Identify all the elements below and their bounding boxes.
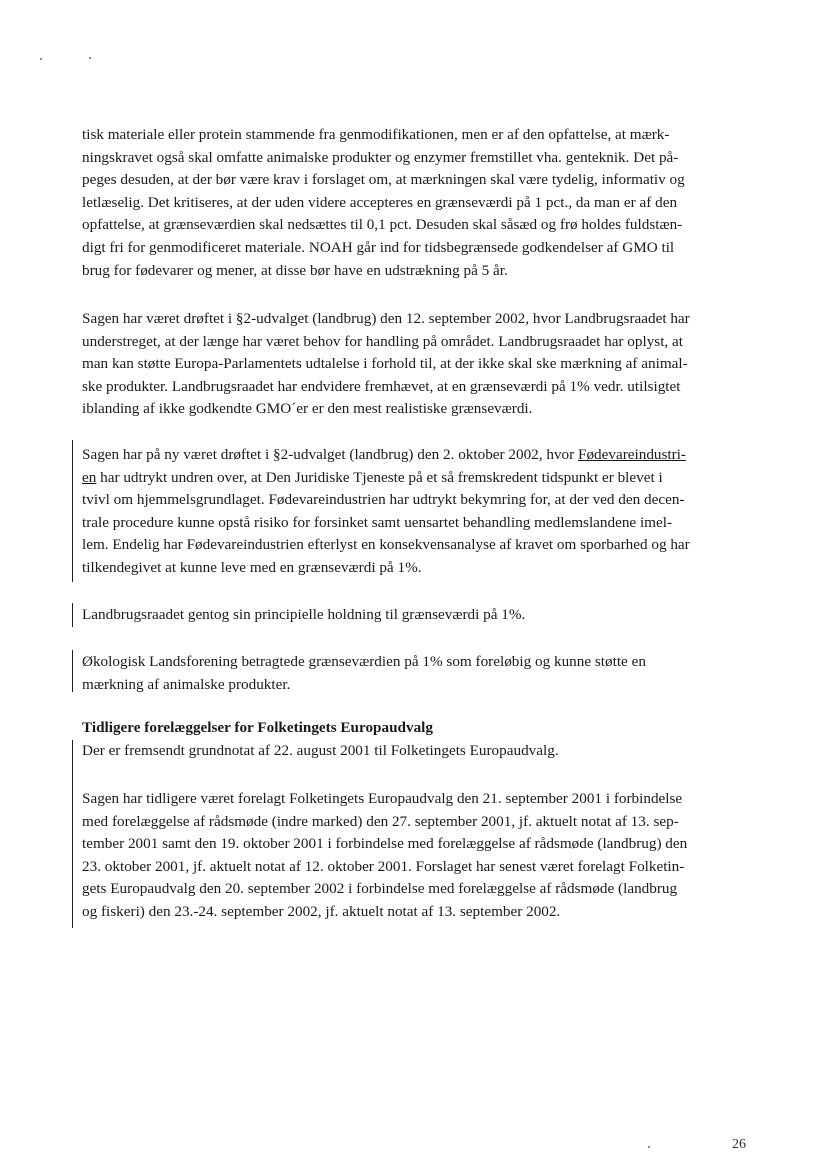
text-line: man kan støtte Europa-Parlamentets udtalelse i forhold til, at der ikke skal ske mærkning af animal- <box>82 355 688 373</box>
text-line: brug for fødevarer og mener, at disse bør have en udstrækning på 5 år. <box>82 261 508 279</box>
page-number: 26 <box>732 1137 746 1152</box>
text-line: Landbrugsraadet gentog sin principielle holdning til grænseværdi på 1%. <box>82 606 526 623</box>
text-line: peges desuden, at der bør være krav i forslaget om, at mærkningen skal være tydelig, informativ og <box>82 171 685 189</box>
section-heading-block <box>82 717 750 762</box>
revision-bar <box>72 440 73 582</box>
text-line: iblanding af ikke godkendte GMO´er er den mest realistiske grænseværdi. <box>82 400 533 418</box>
scan-speck <box>89 57 91 59</box>
text-line: digt fri for genmodificeret materiale. NOAH går ind for tidsbegrænsede godkendelser af GMO til <box>82 238 675 256</box>
scan-speck <box>40 58 42 60</box>
text-line: letlæselig. Det kritiseres, at der uden videre accepteres en grænseværdi på 1 pct., da man er af den <box>82 193 678 211</box>
text-line: 23. oktober 2001, jf. aktuelt notat af 12. oktober 2001. Forslaget har senest været forelagt Folketin- <box>82 857 685 875</box>
text-line: ningskravet også skal omfatte animalske produkter og enzymer fremstillet vha. genteknik. Det på- <box>82 148 679 166</box>
text-line: gets Europaudvalg den 20. september 2002 i forbindelse med forelæggelse af rådsmøde (landbrug <box>82 880 678 898</box>
underlined-term: Fødevareindustri- <box>578 446 686 463</box>
text-segment: Sagen har på ny været drøftet i §2-udvalget (landbrug) den 2. oktober 2002, hvor <box>82 446 578 463</box>
text-line: tisk materiale eller protein stammende fra genmodifikationen, men er af den opfattelse, at mærk- <box>82 126 670 143</box>
text-line: Sagen har været drøftet i §2-udvalget (landbrug) den 12. september 2002, hvor Landbrugsraadet har <box>82 310 690 327</box>
text-line: Økologisk Landsforening betragtede grænseværdien på 1% som foreløbig og kunne støtte en <box>82 653 646 670</box>
text-line: og fiskeri) den 23.-24. september 2002, jf. aktuelt notat af 13. september 2002. <box>82 902 561 920</box>
text-line: mærkning af animalske produkter. <box>82 675 291 693</box>
section-heading: Tidligere forelæggelser for Folketingets Europaudvalg <box>82 719 433 736</box>
text-line: opfattelse, at grænseværdien skal nedsættes til 0,1 pct. Desuden skal såsæd og frø holdes fuldstæn- <box>82 216 683 234</box>
paragraph-landbrugsraadet-position <box>82 604 750 627</box>
paragraph-previous-presentations <box>82 788 750 924</box>
text-line <box>82 467 750 490</box>
text-line: ske produkter. Landbrugsraadet har endvidere fremhævet, at en grænseværdi på 1% vedr. utilsigtet <box>82 377 681 395</box>
revision-bar <box>72 603 73 627</box>
text-line <box>82 444 750 467</box>
text-line: tember 2001 samt den 19. oktober 2001 i forbindelse med forelæggelse af rådsmøde (landbrug) den <box>82 835 688 853</box>
revision-bar <box>72 650 73 692</box>
text-line: Sagen har tidligere været forelagt Folketingets Europaudvalg den 21. september 2001 i forbindelse <box>82 790 683 807</box>
text-line: trale procedure kunne opstå risiko for forsinket samt uensartet behandling medlemslandene imel- <box>82 513 673 531</box>
paragraph-landbrugsraadet <box>82 308 750 421</box>
text-line: Der er fremsendt grundnotat af 22. august 2001 til Folketingets Europaudvalg. <box>82 741 559 759</box>
paragraph-foedevareindustrien <box>82 444 750 580</box>
paragraph-oekologisk <box>82 651 750 696</box>
text-line: tvivl om hjemmelsgrundlaget. Fødevareindustrien har udtrykt bekymring for, at der ved den decen- <box>82 491 685 509</box>
text-segment: har udtrykt undren over, at Den Juridiske Tjeneste på et så fremskredent tidspunkt er blevet i <box>96 468 663 486</box>
text-line: med forelæggelse af rådsmøde (indre marked) den 27. september 2001, jf. aktuelt notat af 13. sep- <box>82 812 679 830</box>
text-line: understreget, at der længe har været behov for handling på området. Landbrugsraadet har oplyst, at <box>82 332 683 350</box>
text-line: lem. Endelig har Fødevareindustrien efterlyst en konsekvensanalyse af kravet om sporbarhed og har <box>82 536 690 554</box>
underlined-term: en <box>82 468 97 486</box>
paragraph-noah <box>82 124 750 282</box>
text-line: tilkendegivet at kunne leve med en grænseværdi på 1%. <box>82 558 422 576</box>
scan-speck <box>648 1146 650 1148</box>
revision-bar <box>72 740 73 928</box>
